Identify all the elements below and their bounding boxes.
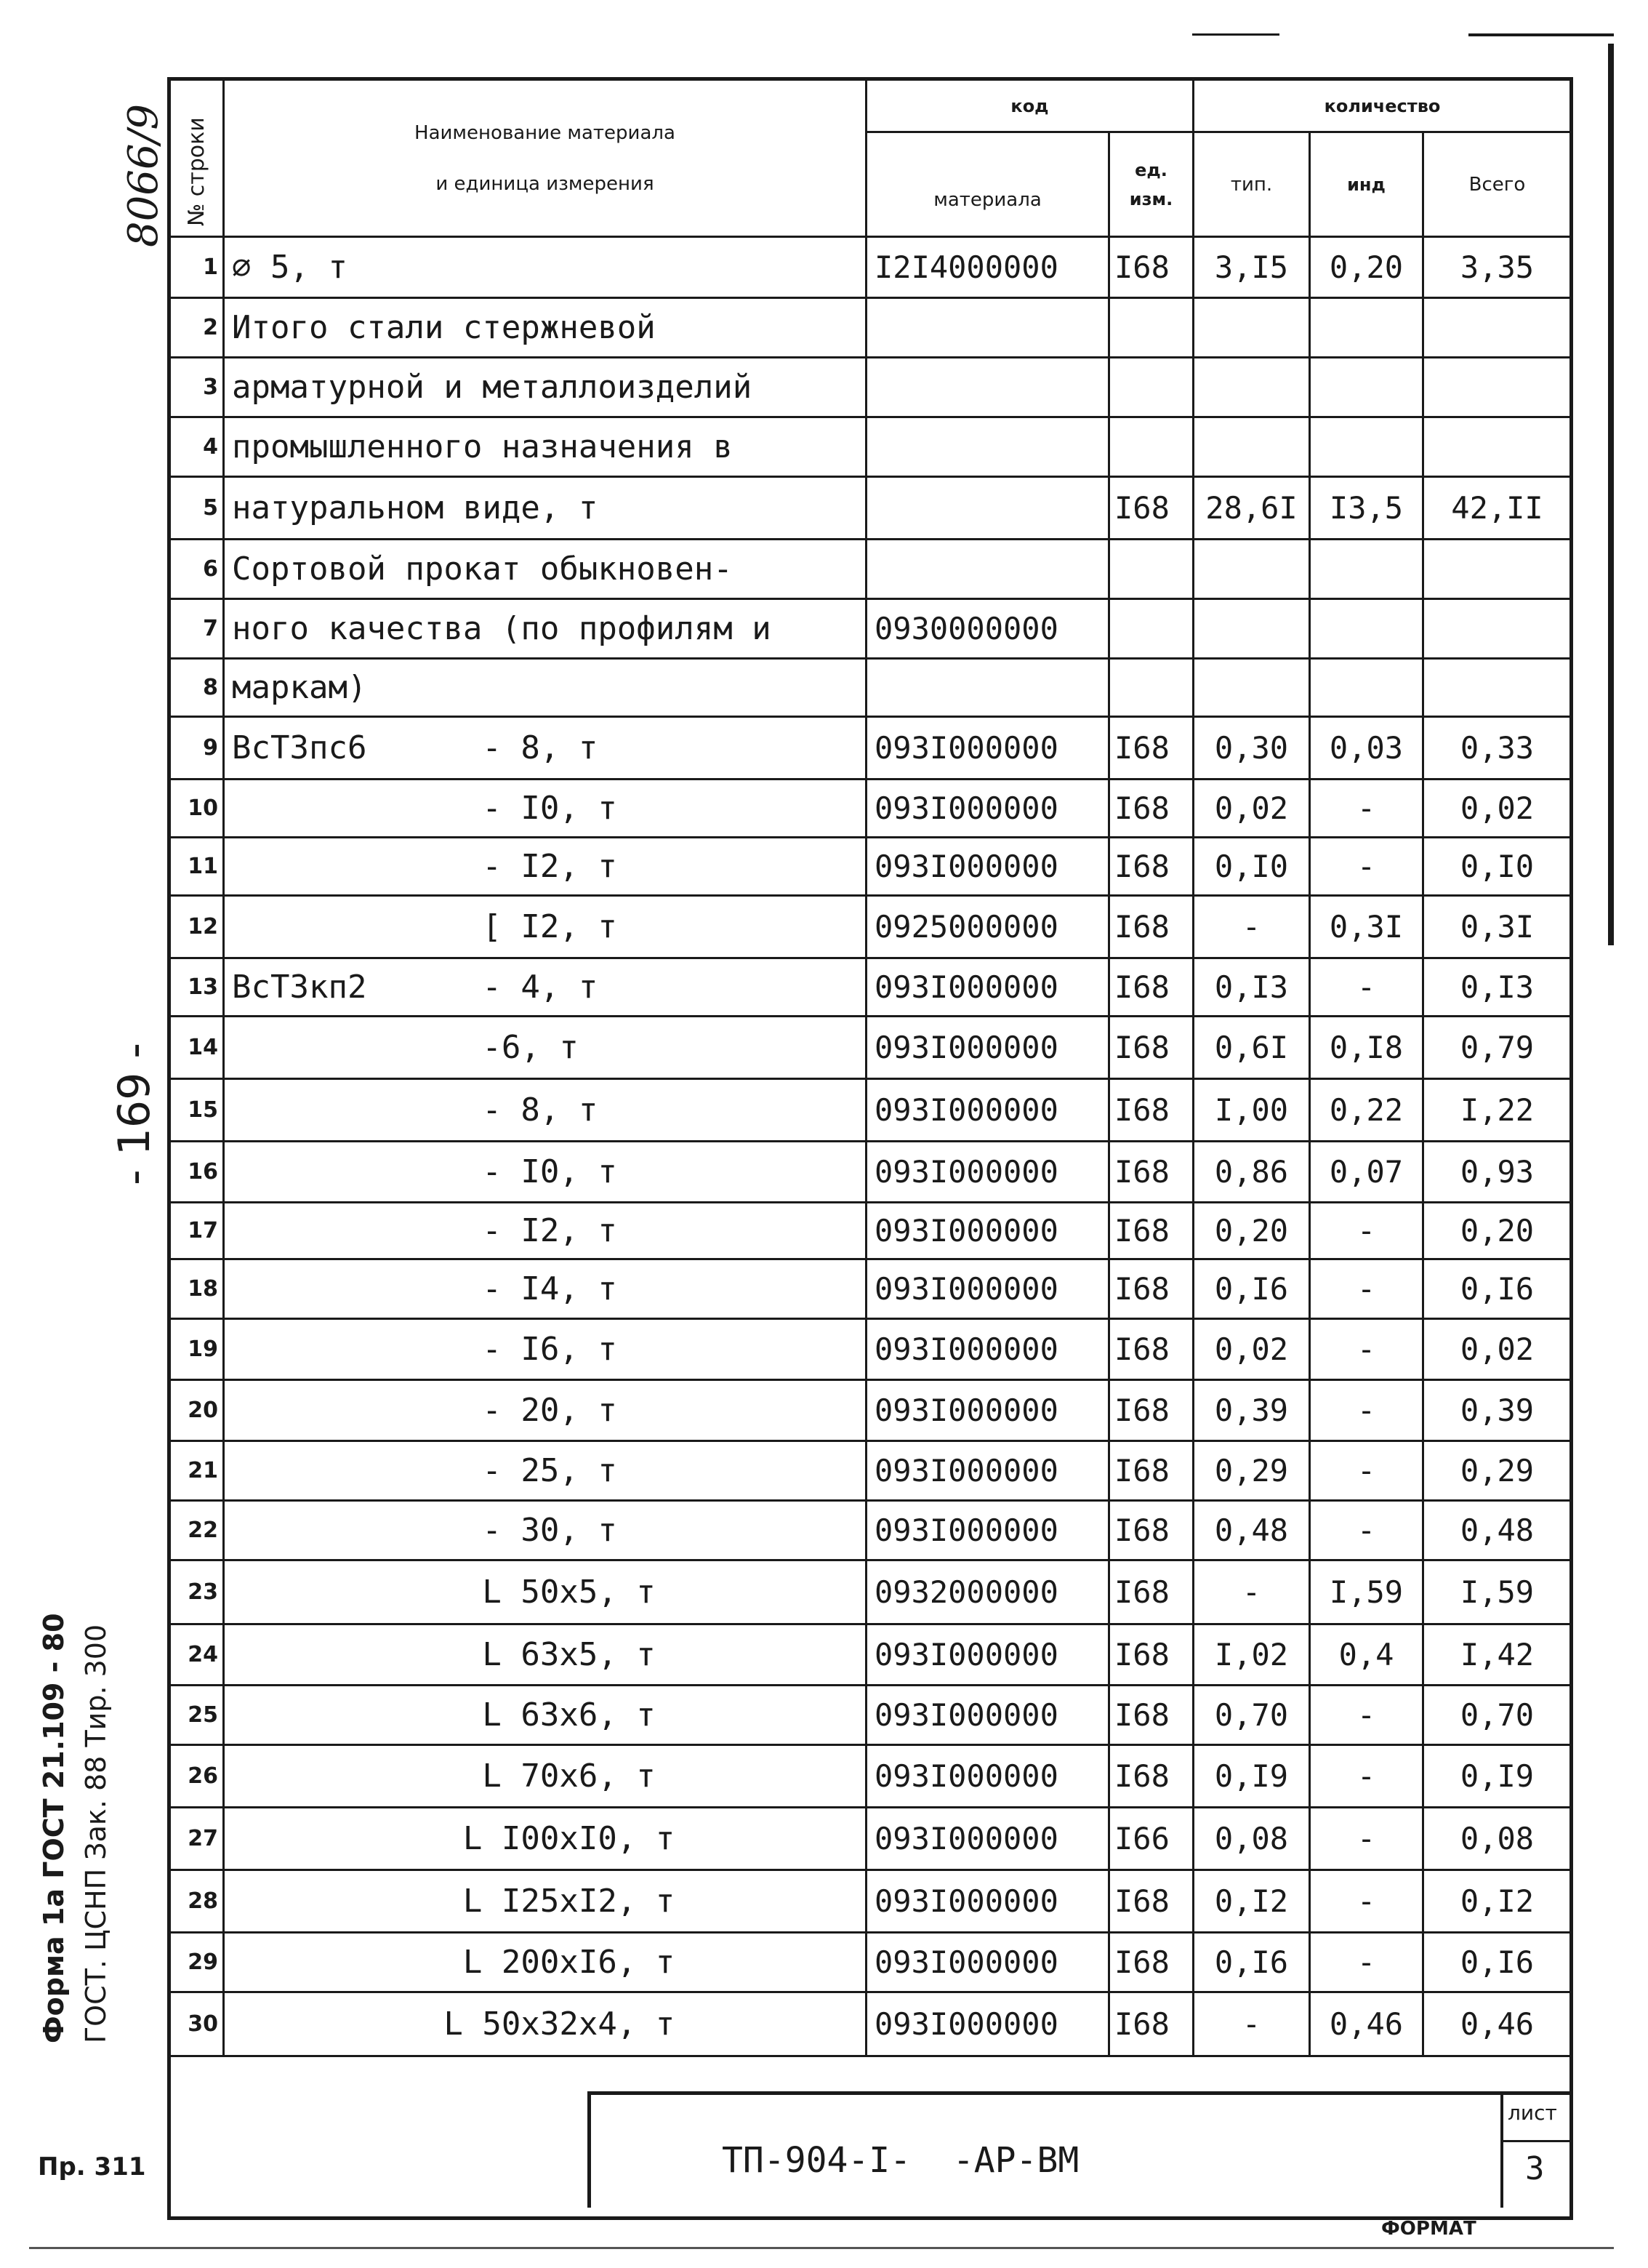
qty-typ xyxy=(1194,599,1310,659)
unit-code: I68 xyxy=(1109,1142,1194,1203)
title-block xyxy=(587,2091,1500,2208)
material-name: ВсТ3пс6 - 8, т xyxy=(224,717,867,780)
table-row xyxy=(170,958,1572,1017)
unit-code xyxy=(1109,540,1194,599)
qty-total: 0,3I xyxy=(1423,896,1572,958)
qty-typ: I,00 xyxy=(1194,1079,1310,1142)
unit-code xyxy=(1109,659,1194,717)
material-code xyxy=(867,417,1109,477)
header-name: Наименование материала и единица измерения xyxy=(224,80,867,237)
qty-typ: 0,48 xyxy=(1194,1501,1310,1560)
qty-typ: 0,39 xyxy=(1194,1380,1310,1441)
material-name: - I0, т xyxy=(224,780,867,838)
material-name: - 25, т xyxy=(224,1441,867,1501)
qty-total: 0,I2 xyxy=(1423,1870,1572,1933)
qty-ind: - xyxy=(1310,1745,1423,1808)
sheet-number: 3 xyxy=(1525,2150,1545,2187)
qty-ind xyxy=(1310,417,1423,477)
row-number: 16 xyxy=(170,1142,224,1203)
qty-typ: 0,30 xyxy=(1194,717,1310,780)
unit-code: I68 xyxy=(1109,1992,1194,2056)
qty-ind: 0,20 xyxy=(1310,237,1423,298)
row-number: 6 xyxy=(170,540,224,599)
row-number: 21 xyxy=(170,1441,224,1501)
row-number: 2 xyxy=(170,298,224,358)
row-number: 10 xyxy=(170,780,224,838)
qty-ind: - xyxy=(1310,1259,1423,1319)
material-name: ного качества (по профилям и xyxy=(224,599,867,659)
table-row xyxy=(170,540,1572,599)
qty-total xyxy=(1423,540,1572,599)
qty-ind: - xyxy=(1310,1870,1423,1933)
sheet-label: лист xyxy=(1508,2101,1557,2125)
material-code: 0925000000 xyxy=(867,896,1109,958)
qty-total: 0,20 xyxy=(1423,1203,1572,1259)
qty-ind: 0,3I xyxy=(1310,896,1423,958)
table-row xyxy=(170,358,1572,417)
material-name: - 30, т xyxy=(224,1501,867,1560)
unit-code: I68 xyxy=(1109,477,1194,540)
material-code: 093I000000 xyxy=(867,1686,1109,1745)
material-name: [ I2, т xyxy=(224,896,867,958)
material-code: 093I000000 xyxy=(867,1017,1109,1079)
row-number: 26 xyxy=(170,1745,224,1808)
header-typ: тип. xyxy=(1194,132,1310,237)
table-row xyxy=(170,1319,1572,1380)
table-row xyxy=(170,1686,1572,1745)
material-code xyxy=(867,358,1109,417)
qty-typ: 0,I2 xyxy=(1194,1870,1310,1933)
table-row xyxy=(170,298,1572,358)
qty-ind: - xyxy=(1310,1501,1423,1560)
unit-code: I68 xyxy=(1109,237,1194,298)
row-number: 12 xyxy=(170,896,224,958)
qty-ind: - xyxy=(1310,838,1423,896)
qty-ind: - xyxy=(1310,1203,1423,1259)
row-number: 18 xyxy=(170,1259,224,1319)
qty-ind: - xyxy=(1310,1319,1423,1380)
form-line-2: ГОСТ. ЦСНП Зак. 88 Тир. 300 xyxy=(80,1624,112,2043)
qty-typ: 0,02 xyxy=(1194,1319,1310,1380)
unit-code: I68 xyxy=(1109,958,1194,1017)
material-name: ВсТ3кп2 - 4, т xyxy=(224,958,867,1017)
qty-typ: 0,08 xyxy=(1194,1808,1310,1870)
row-number: 14 xyxy=(170,1017,224,1079)
table-row xyxy=(170,1203,1572,1259)
qty-typ: 0,02 xyxy=(1194,780,1310,838)
qty-total: 0,I9 xyxy=(1423,1745,1572,1808)
header-total: Всего xyxy=(1423,132,1572,237)
qty-typ: 0,I6 xyxy=(1194,1259,1310,1319)
qty-total: 0,33 xyxy=(1423,717,1572,780)
material-code: 093I000000 xyxy=(867,1501,1109,1560)
row-number: 3 xyxy=(170,358,224,417)
qty-total: 42,II xyxy=(1423,477,1572,540)
sheet-divider xyxy=(1503,2140,1570,2142)
unit-code: I68 xyxy=(1109,1624,1194,1686)
unit-code: I68 xyxy=(1109,1501,1194,1560)
qty-total: 0,93 xyxy=(1423,1142,1572,1203)
material-code: 093I000000 xyxy=(867,1079,1109,1142)
unit-code: I68 xyxy=(1109,1870,1194,1933)
material-name: L I00xI0, т xyxy=(224,1808,867,1870)
header-rownum: № строки xyxy=(170,80,224,237)
unit-code: I68 xyxy=(1109,1745,1194,1808)
table-row xyxy=(170,1259,1572,1319)
material-code: 0932000000 xyxy=(867,1560,1109,1624)
qty-total: 0,29 xyxy=(1423,1441,1572,1501)
qty-typ: 0,29 xyxy=(1194,1441,1310,1501)
material-name: -6, т xyxy=(224,1017,867,1079)
qty-ind xyxy=(1310,358,1423,417)
material-name: - I6, т xyxy=(224,1319,867,1380)
row-number: 11 xyxy=(170,838,224,896)
header-code-group: код xyxy=(867,80,1194,132)
unit-code xyxy=(1109,358,1194,417)
header-material: материала xyxy=(867,132,1109,237)
qty-ind: 0,03 xyxy=(1310,717,1423,780)
page-number: - 169 - xyxy=(109,1043,160,1185)
qty-typ: 0,6I xyxy=(1194,1017,1310,1079)
unit-code: I68 xyxy=(1109,780,1194,838)
row-number: 17 xyxy=(170,1203,224,1259)
table-row xyxy=(170,780,1572,838)
qty-ind: - xyxy=(1310,1933,1423,1992)
header-quantity-group: количество xyxy=(1194,80,1572,132)
qty-typ: 0,20 xyxy=(1194,1203,1310,1259)
material-name: - I2, т xyxy=(224,838,867,896)
material-name: - 20, т xyxy=(224,1380,867,1441)
qty-total: 0,I3 xyxy=(1423,958,1572,1017)
table-row xyxy=(170,1745,1572,1808)
material-name: - I2, т xyxy=(224,1203,867,1259)
qty-total xyxy=(1423,298,1572,358)
right-edge-mark xyxy=(1608,44,1614,945)
material-code: 093I000000 xyxy=(867,958,1109,1017)
table-row xyxy=(170,1560,1572,1624)
table-row xyxy=(170,599,1572,659)
table-row xyxy=(170,1017,1572,1079)
material-code xyxy=(867,298,1109,358)
document-designation: ТП-904-I- -АР-ВМ xyxy=(722,2140,1080,2181)
material-code xyxy=(867,477,1109,540)
material-code: 093I000000 xyxy=(867,1870,1109,1933)
qty-typ: 0,I3 xyxy=(1194,958,1310,1017)
qty-total: 0,39 xyxy=(1423,1380,1572,1441)
qty-ind: 0,4 xyxy=(1310,1624,1423,1686)
unit-code: I68 xyxy=(1109,1686,1194,1745)
qty-ind: - xyxy=(1310,780,1423,838)
qty-typ: 28,6I xyxy=(1194,477,1310,540)
qty-typ: 0,I0 xyxy=(1194,838,1310,896)
material-name: - I0, т xyxy=(224,1142,867,1203)
row-number: 1 xyxy=(170,237,224,298)
unit-code: I68 xyxy=(1109,1933,1194,1992)
qty-typ xyxy=(1194,298,1310,358)
material-code: 093I000000 xyxy=(867,717,1109,780)
row-number: 4 xyxy=(170,417,224,477)
row-number: 7 xyxy=(170,599,224,659)
qty-total: 0,02 xyxy=(1423,780,1572,838)
form-line-1: Форма 1а ГОСТ 21.109 - 80 xyxy=(38,1613,70,2043)
qty-ind: - xyxy=(1310,1380,1423,1441)
material-name: - 8, т xyxy=(224,1079,867,1142)
unit-code: I68 xyxy=(1109,1441,1194,1501)
qty-typ: I,02 xyxy=(1194,1624,1310,1686)
qty-typ: 3,I5 xyxy=(1194,237,1310,298)
unit-code xyxy=(1109,599,1194,659)
row-number: 28 xyxy=(170,1870,224,1933)
unit-code xyxy=(1109,298,1194,358)
qty-ind: - xyxy=(1310,1441,1423,1501)
qty-typ: 0,70 xyxy=(1194,1686,1310,1745)
material-code: I2I4000000 xyxy=(867,237,1109,298)
materials-table xyxy=(169,79,1572,2057)
material-name: L I25xI2, т xyxy=(224,1870,867,1933)
qty-ind: I,59 xyxy=(1310,1560,1423,1624)
qty-total: 0,02 xyxy=(1423,1319,1572,1380)
bottom-edge-mark xyxy=(29,2247,1614,2249)
qty-total: I,42 xyxy=(1423,1624,1572,1686)
row-number: 15 xyxy=(170,1079,224,1142)
material-code: 093I000000 xyxy=(867,1380,1109,1441)
qty-total: 0,I6 xyxy=(1423,1259,1572,1319)
qty-total xyxy=(1423,417,1572,477)
material-code xyxy=(867,659,1109,717)
table-row xyxy=(170,477,1572,540)
material-name: маркам) xyxy=(224,659,867,717)
material-code: 093I000000 xyxy=(867,1203,1109,1259)
material-code: 093I000000 xyxy=(867,1808,1109,1870)
qty-typ xyxy=(1194,659,1310,717)
qty-typ: - xyxy=(1194,1992,1310,2056)
unit-code: I68 xyxy=(1109,838,1194,896)
material-name: L 63x5, т xyxy=(224,1624,867,1686)
handwritten-number: 8066/9 xyxy=(120,103,167,247)
unit-code: I68 xyxy=(1109,1380,1194,1441)
row-number: 22 xyxy=(170,1501,224,1560)
qty-total: 0,08 xyxy=(1423,1808,1572,1870)
row-number: 27 xyxy=(170,1808,224,1870)
table-row xyxy=(170,1441,1572,1501)
unit-code xyxy=(1109,417,1194,477)
qty-ind: I3,5 xyxy=(1310,477,1423,540)
qty-ind: - xyxy=(1310,1808,1423,1870)
header-ind: инд xyxy=(1310,132,1423,237)
table-row xyxy=(170,1624,1572,1686)
table-row xyxy=(170,1142,1572,1203)
row-number: 9 xyxy=(170,717,224,780)
row-number: 5 xyxy=(170,477,224,540)
qty-total: 3,35 xyxy=(1423,237,1572,298)
qty-ind xyxy=(1310,599,1423,659)
material-name: L 50x32x4, т xyxy=(224,1992,867,2056)
table-row xyxy=(170,659,1572,717)
format-label: ФОРМАТ xyxy=(1381,2218,1476,2240)
table-row xyxy=(170,1870,1572,1933)
table-row xyxy=(170,1501,1572,1560)
material-code xyxy=(867,540,1109,599)
unit-code: I68 xyxy=(1109,717,1194,780)
table-row xyxy=(170,896,1572,958)
material-name: арматурной и металлоизделий xyxy=(224,358,867,417)
top-edge-mark xyxy=(1468,33,1614,36)
material-code: 093I000000 xyxy=(867,1992,1109,2056)
unit-code: I66 xyxy=(1109,1808,1194,1870)
qty-typ: 0,I6 xyxy=(1194,1933,1310,1992)
table-row xyxy=(170,838,1572,896)
row-number: 19 xyxy=(170,1319,224,1380)
unit-code: I68 xyxy=(1109,1259,1194,1319)
table-row xyxy=(170,1933,1572,1992)
table-row xyxy=(170,1808,1572,1870)
material-code: 093I000000 xyxy=(867,780,1109,838)
qty-ind: 0,22 xyxy=(1310,1079,1423,1142)
material-code: 093I000000 xyxy=(867,1624,1109,1686)
qty-total: 0,46 xyxy=(1423,1992,1572,2056)
header-unit: ед. изм. xyxy=(1109,132,1194,237)
qty-total: 0,48 xyxy=(1423,1501,1572,1560)
material-code: 093I000000 xyxy=(867,1259,1109,1319)
material-code: 093I000000 xyxy=(867,1441,1109,1501)
qty-ind xyxy=(1310,298,1423,358)
qty-total xyxy=(1423,358,1572,417)
table-row xyxy=(170,1992,1572,2056)
qty-total: I,22 xyxy=(1423,1079,1572,1142)
top-edge-mark xyxy=(1192,33,1279,36)
material-name: Сортовой прокат обыкновен- xyxy=(224,540,867,599)
unit-code: I68 xyxy=(1109,896,1194,958)
qty-typ xyxy=(1194,358,1310,417)
qty-ind xyxy=(1310,540,1423,599)
qty-typ: - xyxy=(1194,896,1310,958)
material-name: промышленного назначения в xyxy=(224,417,867,477)
table-row xyxy=(170,717,1572,780)
row-number: 30 xyxy=(170,1992,224,2056)
qty-ind: 0,46 xyxy=(1310,1992,1423,2056)
qty-typ: 0,86 xyxy=(1194,1142,1310,1203)
row-number: 20 xyxy=(170,1380,224,1441)
material-code: 093I000000 xyxy=(867,1319,1109,1380)
material-code: 093I000000 xyxy=(867,1142,1109,1203)
sheet-block xyxy=(1500,2091,1570,2208)
unit-code: I68 xyxy=(1109,1079,1194,1142)
qty-ind xyxy=(1310,659,1423,717)
unit-code: I68 xyxy=(1109,1319,1194,1380)
material-code: 093I000000 xyxy=(867,838,1109,896)
qty-typ xyxy=(1194,540,1310,599)
material-name: L 70x6, т xyxy=(224,1745,867,1808)
table-row xyxy=(170,1079,1572,1142)
qty-total: I,59 xyxy=(1423,1560,1572,1624)
qty-typ xyxy=(1194,417,1310,477)
material-name: L 63x6, т xyxy=(224,1686,867,1745)
table-row xyxy=(170,417,1572,477)
material-name: ∅ 5, т xyxy=(224,237,867,298)
material-name: L 50x5, т xyxy=(224,1560,867,1624)
unit-code: I68 xyxy=(1109,1560,1194,1624)
material-code: 093I000000 xyxy=(867,1745,1109,1808)
row-number: 25 xyxy=(170,1686,224,1745)
row-number: 24 xyxy=(170,1624,224,1686)
qty-total: 0,I0 xyxy=(1423,838,1572,896)
row-number: 23 xyxy=(170,1560,224,1624)
qty-ind: - xyxy=(1310,1686,1423,1745)
material-code: 093I000000 xyxy=(867,1933,1109,1992)
table-row xyxy=(170,237,1572,298)
qty-ind: 0,07 xyxy=(1310,1142,1423,1203)
qty-ind: 0,I8 xyxy=(1310,1017,1423,1079)
material-name: Итого стали стержневой xyxy=(224,298,867,358)
order-code: Пр. 311 xyxy=(38,2152,146,2181)
qty-total xyxy=(1423,599,1572,659)
qty-total: 0,70 xyxy=(1423,1686,1572,1745)
unit-code: I68 xyxy=(1109,1017,1194,1079)
table-row xyxy=(170,1380,1572,1441)
unit-code: I68 xyxy=(1109,1203,1194,1259)
qty-total: 0,I6 xyxy=(1423,1933,1572,1992)
row-number: 29 xyxy=(170,1933,224,1992)
row-number: 13 xyxy=(170,958,224,1017)
qty-typ: 0,I9 xyxy=(1194,1745,1310,1808)
qty-total xyxy=(1423,659,1572,717)
qty-ind: - xyxy=(1310,958,1423,1017)
row-number: 8 xyxy=(170,659,224,717)
material-name: натуральном виде, т xyxy=(224,477,867,540)
qty-total: 0,79 xyxy=(1423,1017,1572,1079)
material-code: 0930000000 xyxy=(867,599,1109,659)
material-name: - I4, т xyxy=(224,1259,867,1319)
material-name: L 200xI6, т xyxy=(224,1933,867,1992)
qty-typ: - xyxy=(1194,1560,1310,1624)
